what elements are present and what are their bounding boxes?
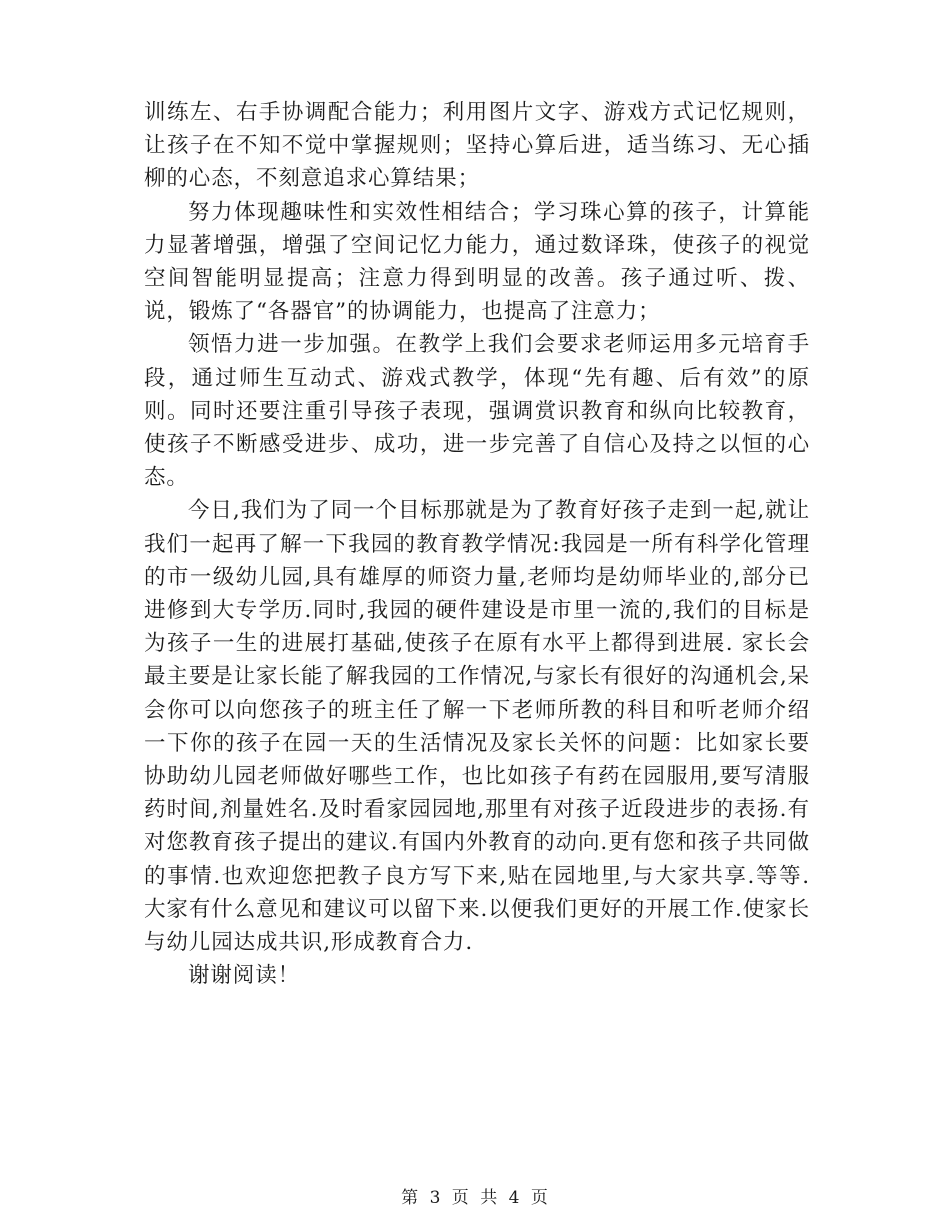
footer-prefix: 第 xyxy=(401,1188,420,1208)
footer-current-page: 3 xyxy=(429,1188,442,1208)
paragraph-thanks: 谢谢阅读！ xyxy=(188,963,301,989)
page-footer xyxy=(0,1183,950,1208)
footer-total-prefix: 共 xyxy=(480,1188,499,1208)
document-body xyxy=(144,96,810,992)
paragraph-comprehension: 领悟力进一步加强。在教学上我们会要求老师运用多元培育手段，通过师生互动式、游戏式教学，体现“先有趣、后有效”的原则。同时还要注重引导孩子表现，强调赏识教育和纵向比较教育，使孩子不断感受进步、成功，进一步完善了自信心及持之以恒的心态。 xyxy=(144,332,810,491)
footer-total-pages: 4 xyxy=(508,1188,521,1208)
footer-total-label: 页 xyxy=(530,1188,549,1208)
paragraph-kindergarten-intro: 今日,我们为了同一个目标那就是为了教育好孩子走到一起,就让我们一起再了解一下我园的教育教学情况:我园是一所有科学化管理的市一级幼儿园,具有雄厚的师资力量,老师均是幼师毕业的,部分已进修到大专学历.同时,我园的硬件建设是市里一流的,我们的目标是为孩子一生的进展打基础,使孩子在原有水平上都得到进展. 家长会最主要是让家长能了解我园的工作情况,与家长有很好的沟通机会,呆会你可以向您孩子的班主任了解一下老师所教的科目和听老师介绍一下你的孩子在园一天的生活情况及家长关怀的问题：比如家长要协助幼儿园老师做好哪些工作，也比如孩子有药在园服用,要写清服药时间,剂量姓名.及时看家园园地,那里有对孩子近段进步的表扬.有对您教育孩子提出的建议.有国内外教育的动向.更有您和孩子共同做的事情.也欢迎您把教子良方写下来,贴在园地里,与大家共享.等等. 大家有什么意见和建议可以留下来.以便我们更好的开展工作.使家长与幼儿园达成共识,形成教育合力. xyxy=(144,498,810,956)
paragraph-interest: 努力体现趣味性和实效性相结合；学习珠心算的孩子，计算能力显著增强，增强了空间记忆力能力，通过数译珠，使孩子的视觉空间智能明显提高；注意力得到明显的改善。孩子通过听、拨、说，锻炼了“各器官”的协调能力，也提高了注意力； xyxy=(144,199,810,325)
footer-page-label: 页 xyxy=(451,1188,470,1208)
paragraph-training: 训练左、右手协调配合能力；利用图片文字、游戏方式记忆规则，让孩子在不知不觉中掌握规则；坚持心算后进，适当练习、无心插柳的心态，不刻意追求心算结果； xyxy=(144,100,810,192)
